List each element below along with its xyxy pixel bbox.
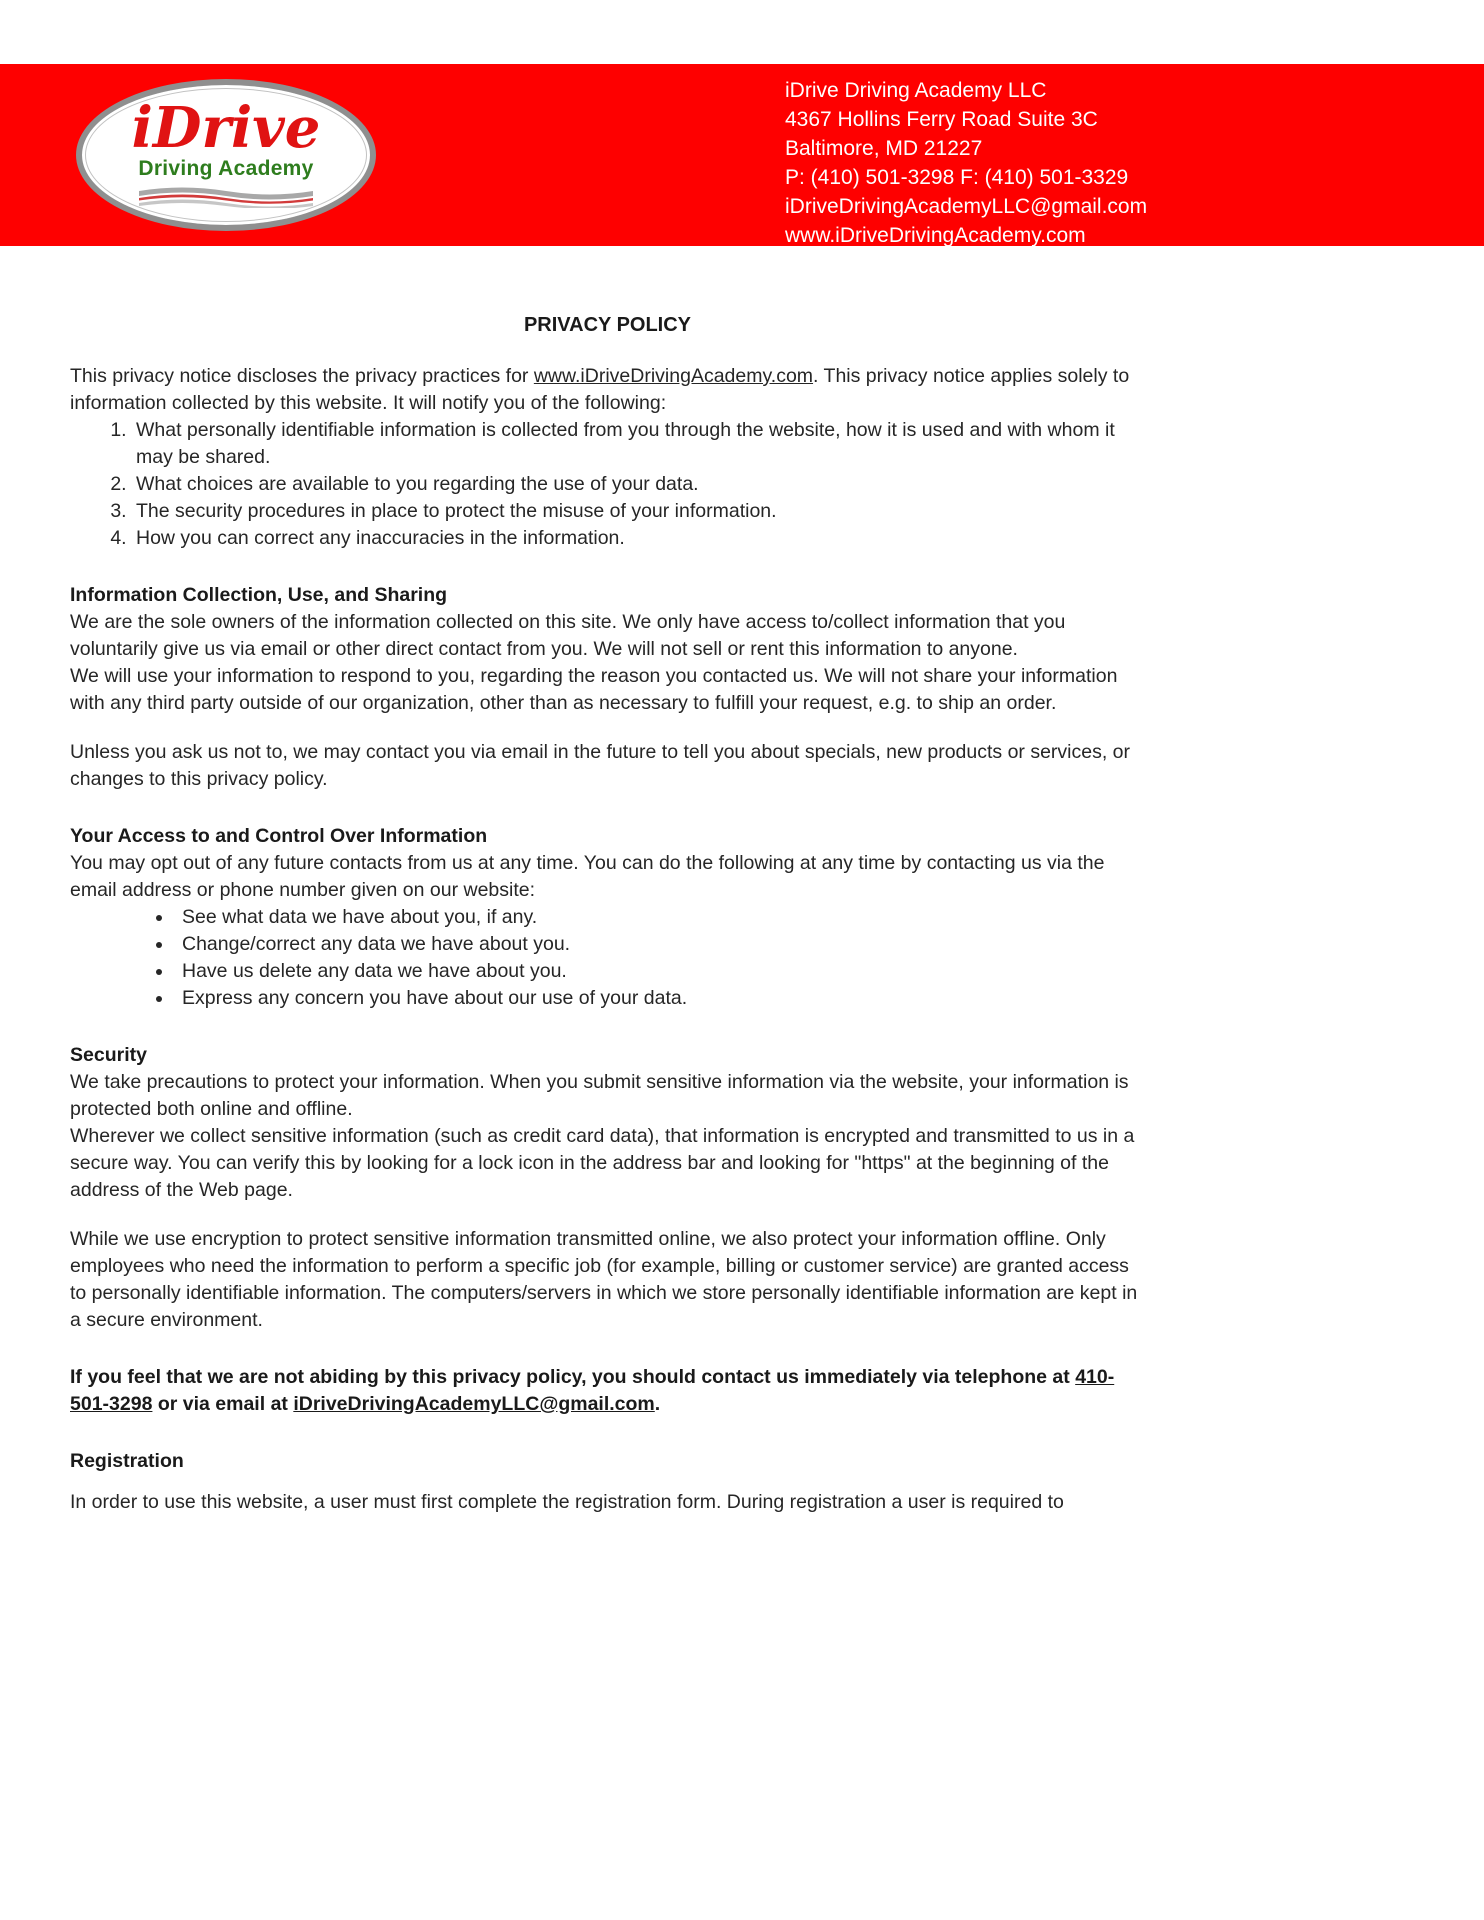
numbered-item: 1. What personally identifiable information is collected from you through the website, how it is used and with whom it may be shared. — [132, 417, 1145, 471]
intro-text-pre: This privacy notice discloses the privacy practices for — [70, 365, 534, 387]
collection-paragraph-1 — [70, 609, 1145, 717]
contact-line-email: iDriveDrivingAcademyLLC@gmail.com — [785, 195, 1148, 218]
intro-paragraph — [70, 363, 1145, 417]
bullet-item: • Express any concern you have about our use of your data. — [174, 985, 1145, 1012]
collection-paragraph-2: Unless you ask us not to, we may contact you via email in the future to tell you about specials, new products or services, or changes to this privacy policy. — [70, 741, 1131, 790]
numbered-item: 2. What choices are available to you regarding the use of your data. — [132, 471, 1145, 498]
logo-subtitle-text: Driving Academy — [138, 157, 314, 181]
access-bullet-list — [70, 904, 1145, 1012]
logo-brand-text: iDrive — [131, 94, 321, 161]
security-paragraph-1-line-1: We take precautions to protect your information. When you submit sensitive information via the website, your information is protected both online and offline. — [70, 1071, 1129, 1120]
section-heading-access: Your Access to and Control Over Information — [70, 825, 488, 847]
section-heading-security: Security — [70, 1044, 147, 1066]
section-heading-collection: Information Collection, Use, and Sharing — [70, 584, 448, 606]
contact-notice-pre: If you feel that we are not abiding by this privacy policy, you should contact us immediately via telephone at — [70, 1366, 1076, 1388]
section-heading-registration: Registration — [70, 1450, 184, 1472]
collection-paragraph-1-line-1: We are the sole owners of the information collected on this site. We only have access to/collect information that you voluntarily give us via email or other direct contact from you. We will not sell or rent this information to anyone. — [70, 611, 1066, 660]
website-link[interactable]: www.iDriveDrivingAcademy.com — [533, 365, 814, 387]
page-title: PRIVACY POLICY — [523, 314, 692, 336]
header-contact-block — [785, 76, 1147, 250]
idrive-logo — [76, 79, 376, 231]
contact-line-street: 4367 Hollins Ferry Road Suite 3C — [785, 108, 1098, 131]
contact-line-city: Baltimore, MD 21227 — [785, 137, 983, 160]
registration-paragraph: In order to use this website, a user must first complete the registration form. During registration a user is required to — [70, 1491, 1064, 1513]
bullet-item: • See what data we have about you, if any. — [174, 904, 1145, 931]
contact-line-phone-fax: P: (410) 501-3298 F: (410) 501-3329 — [785, 166, 1129, 189]
security-paragraph-2: While we use encryption to protect sensitive information transmitted online, we also protect your information offline. Only employees who need the information to perform a specific job (for example, billing or customer service) are granted access to personally identifiable information. The computers/servers in which we store personally identifiable information are kept in a secure environment. — [70, 1228, 1138, 1331]
numbered-item: 3. The security procedures in place to protect the misuse of your information. — [132, 498, 1145, 525]
contact-line-website: www.iDriveDrivingAcademy.com — [785, 224, 1086, 247]
intro-text-post: . This privacy notice applies solely to information collected by this website. It will notify you of the following: — [70, 365, 1130, 414]
contact-notice-post: . — [654, 1393, 661, 1415]
collection-paragraph-1-line-2: We will use your information to respond to you, regarding the reason you contacted us. We will not share your information with any third party outside of our organization, other than as necessary to fulfill your request, e.g. to ship an order. — [70, 665, 1118, 714]
bullet-item: • Change/correct any data we have about you. — [174, 931, 1145, 958]
numbered-item: 4. How you can correct any inaccuracies in the information. — [132, 525, 1145, 552]
document-body — [70, 246, 1145, 1516]
contact-line-company: iDrive Driving Academy LLC — [785, 79, 1047, 102]
contact-notice-mid: or via email at — [152, 1393, 294, 1415]
phone-link[interactable]: 410-501-3298 — [70, 1366, 1115, 1415]
privacy-numbered-list — [70, 417, 1145, 552]
email-link[interactable]: iDriveDrivingAcademyLLC@gmail.com — [293, 1393, 655, 1415]
bullet-item: • Have us delete any data we have about you. — [174, 958, 1145, 985]
access-paragraph: You may opt out of any future contacts from us at any time. You can do the following at any time by contacting us via the email address or phone number given on our website: — [70, 852, 1105, 901]
contact-notice-paragraph — [70, 1364, 1145, 1418]
security-paragraph-1 — [70, 1069, 1145, 1204]
header-banner — [0, 64, 1484, 246]
logo-swoosh-icon — [137, 184, 315, 208]
security-paragraph-1-line-2: Wherever we collect sensitive information (such as credit card data), that information is encrypted and transmitted to us in a secure way. You can verify this by looking for a lock icon in the address bar and looking for "https" at the beginning of the address of the Web page. — [70, 1125, 1135, 1201]
